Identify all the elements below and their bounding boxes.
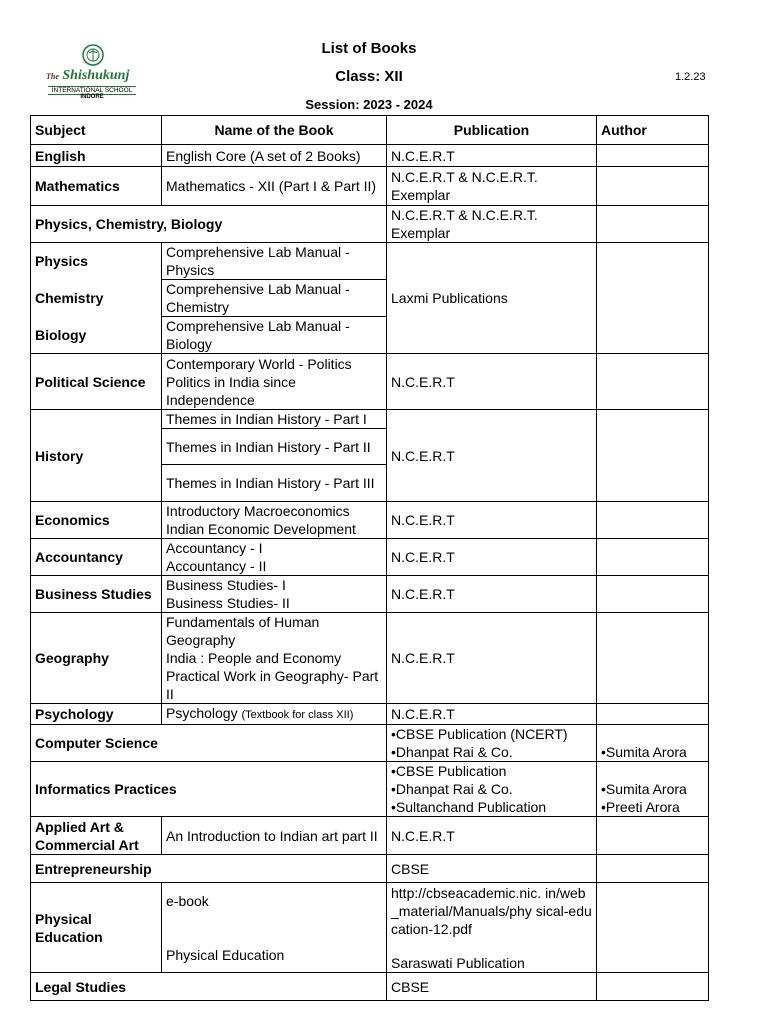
table-row-psychology (31, 704, 709, 725)
table-row-computer-science (31, 725, 709, 762)
book-title: e-book (166, 892, 209, 909)
subject-cell: Accountancy (31, 539, 162, 576)
author-cell (597, 576, 709, 613)
book-title: Introductory Macroeconomics (166, 503, 350, 519)
subject-cell: English (31, 145, 162, 167)
table-header-row (31, 116, 709, 145)
book-title: Psychology (166, 705, 238, 721)
publication-cell (387, 725, 597, 762)
book-cell: Comprehensive Lab Manual - Physics (162, 243, 387, 280)
book-title: Physical Education (166, 946, 285, 963)
author-cell (597, 243, 709, 354)
author-cell (597, 410, 709, 502)
publication-cell: N.C.E.R.T (387, 704, 597, 725)
logo-city: INDORE (80, 94, 104, 100)
subject-cell: Business Studies (31, 576, 162, 613)
logo-wordmark: The Shishukunj (46, 68, 130, 83)
author-cell (597, 613, 709, 704)
publication-cell: N.C.E.R.T (387, 354, 597, 410)
publication-cell: CBSE (387, 973, 597, 1001)
publication-cell: N.C.E.R.T (387, 576, 597, 613)
table-row-geography (31, 613, 709, 704)
publication-cell: N.C.E.R.T (387, 613, 597, 704)
table-row-informatics-practices (31, 762, 709, 817)
book-title: Business Studies- II (166, 595, 290, 611)
table-row-physics-lab (31, 243, 709, 280)
subject-cell: Physics (31, 243, 162, 280)
book-cell: Themes in Indian History - Part I (162, 410, 387, 429)
book-note: (Textbook for class XII) (241, 709, 354, 721)
book-cell: Comprehensive Lab Manual - Chemistry (162, 280, 387, 317)
author-cell (597, 167, 709, 206)
column-header-subject: Subject (31, 116, 162, 145)
author-cell (597, 855, 709, 883)
book-cell: English Core (A set of 2 Books) (162, 145, 387, 167)
author-cell (597, 206, 709, 243)
table-row-business-studies (31, 576, 709, 613)
publication-entry: •Dhanpat Rai & Co. (391, 744, 513, 760)
table-row-entrepreneurship (31, 855, 709, 883)
publication-link[interactable]: http://cbseacademic.nic. in/web_material/Manuals/phy sical-education-12.pdf (391, 884, 592, 937)
subject-cell: Physical Education (31, 883, 162, 973)
author-cell (597, 539, 709, 576)
subject-cell: Biology (31, 317, 162, 354)
author-cell (597, 973, 709, 1001)
book-cell (162, 502, 387, 539)
publication-cell: CBSE (387, 855, 597, 883)
publication-cell (387, 762, 597, 817)
book-cell (162, 354, 387, 410)
book-cell: Comprehensive Lab Manual - Biology (162, 317, 387, 354)
book-title: India : People and Economy (166, 650, 342, 666)
table-row-applied-art (31, 817, 709, 855)
table-row-legal-studies (31, 973, 709, 1001)
book-cell (162, 883, 387, 973)
subject-cell: History (31, 410, 162, 502)
subject-cell: Informatics Practices (31, 762, 387, 817)
publication-cell: N.C.E.R.T (387, 817, 597, 855)
publication-cell: N.C.E.R.T & N.C.E.R.T. Exemplar (387, 206, 597, 243)
book-title: Contemporary World - Politics (166, 355, 352, 372)
author-entry: •Preeti Arora (601, 799, 680, 815)
publication-cell: Laxmi Publications (387, 243, 597, 354)
subject-cell: Psychology (31, 704, 162, 725)
book-title: Politics in India since Independence (166, 373, 296, 408)
table-row-mathematics (31, 167, 709, 206)
session-label: Session: 2023 - 2024 (305, 97, 433, 112)
publication-entry: •Dhanpat Rai & Co. (391, 781, 513, 797)
author-cell (597, 704, 709, 725)
book-cell (162, 704, 387, 725)
author-cell (597, 883, 709, 973)
author-cell (597, 145, 709, 167)
subject-cell: Mathematics (31, 167, 162, 206)
table-row-economics (31, 502, 709, 539)
table-row-physical-education (31, 883, 709, 973)
publication-entry: •CBSE Publication (391, 763, 507, 779)
subject-cell: Entrepreneurship (31, 855, 387, 883)
publication-cell: N.C.E.R.T (387, 410, 597, 502)
author-cell (597, 762, 709, 817)
table-row-english (31, 145, 709, 167)
subject-cell: Legal Studies (31, 973, 387, 1001)
book-title: Accountancy - I (166, 540, 263, 556)
logo-subtitle: INTERNATIONAL SCHOOL (48, 86, 136, 95)
author-cell (597, 817, 709, 855)
publication-entry: •CBSE Publication (NCERT) (391, 726, 568, 742)
book-cell (162, 539, 387, 576)
class-label: Class: XII (335, 68, 403, 85)
table-row-history-1 (31, 410, 709, 429)
book-cell: Mathematics - XII (Part I & Part II) (162, 167, 387, 206)
author-entry: •Sumita Arora (601, 781, 687, 797)
book-title: Indian Economic Development (166, 521, 356, 537)
subject-cell: Applied Art & Commercial Art (31, 817, 162, 855)
publication-entry: Saraswati Publication (391, 954, 525, 971)
publication-entry: •Sultanchand Publication (391, 799, 547, 815)
book-cell (162, 613, 387, 704)
publication-cell: N.C.E.R.T (387, 145, 597, 167)
book-title: Accountancy - II (166, 558, 267, 574)
book-cell (162, 576, 387, 613)
book-cell: An Introduction to Indian art part II (162, 817, 387, 855)
subject-cell: Economics (31, 502, 162, 539)
document-code: 1.2.23 (675, 71, 706, 83)
subject-cell: Geography (31, 613, 162, 704)
column-header-author: Author (597, 116, 709, 145)
author-cell: •Sumita Arora (597, 725, 709, 762)
book-title: Practical Work in Geography- Part II (166, 668, 379, 702)
book-list-table (30, 115, 709, 1001)
book-cell: Themes in Indian History - Part III (162, 465, 387, 502)
author-cell (597, 354, 709, 410)
book-cell: Themes in Indian History - Part II (162, 429, 387, 465)
publication-cell (387, 883, 597, 973)
subject-cell: Chemistry (31, 280, 162, 317)
author-cell (597, 502, 709, 539)
column-header-book: Name of the Book (162, 116, 387, 145)
publication-cell: N.C.E.R.T (387, 502, 597, 539)
publication-cell: N.C.E.R.T & N.C.E.R.T. Exemplar (387, 167, 597, 206)
book-title: Fundamentals of Human Geography (166, 614, 320, 648)
column-header-publication: Publication (387, 116, 597, 145)
subject-cell: Physics, Chemistry, Biology (31, 206, 387, 243)
table-row-pcb (31, 206, 709, 243)
table-row-political-science (31, 354, 709, 410)
page-title: List of Books (321, 40, 417, 57)
subject-cell: Computer Science (31, 725, 387, 762)
book-title: Business Studies- I (166, 577, 286, 593)
subject-cell: Political Science (31, 354, 162, 410)
publication-cell: N.C.E.R.T (387, 539, 597, 576)
table-row-accountancy (31, 539, 709, 576)
